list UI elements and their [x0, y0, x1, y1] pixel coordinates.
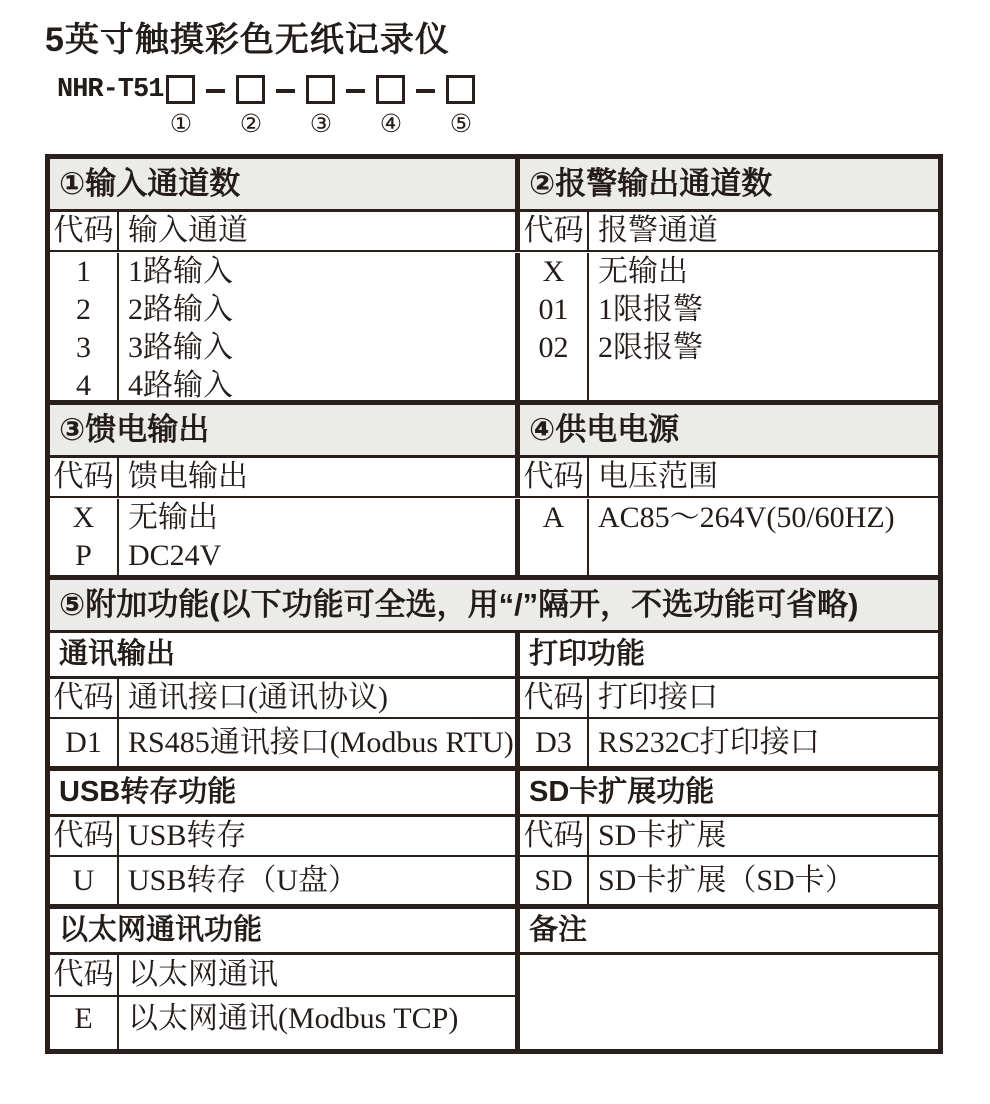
desc-value: DC24V — [128, 539, 222, 572]
data-row-usb-sd — [50, 857, 938, 909]
model-prefix: NHR-T51 — [57, 75, 164, 105]
remark-subheader-cell — [520, 909, 938, 952]
desc-value: 2路输入 — [128, 293, 233, 326]
comm-code-header — [50, 679, 520, 717]
desc-value: 1路输入 — [128, 255, 233, 288]
ethernet-code-header — [50, 955, 515, 997]
code-value: SD — [520, 856, 589, 906]
alarm-options-cell — [520, 253, 938, 400]
code-value: 3 — [76, 331, 91, 364]
code-value: D3 — [520, 718, 589, 768]
section-input-header-cell — [50, 159, 520, 209]
section-alarm-title: ②报警输出通道数 — [529, 166, 773, 201]
model-slot-4 — [376, 75, 405, 138]
code-value: 4 — [76, 369, 91, 402]
power-code-header — [520, 458, 938, 496]
subheader-row-eth-remark — [50, 909, 938, 955]
section-header-row-2 — [50, 405, 938, 458]
desc-value: AC85～264V(50/60HZ) — [598, 501, 895, 534]
model-box-5 — [446, 75, 475, 104]
power-descriptions — [589, 499, 938, 575]
position-number-3: ③ — [309, 111, 333, 138]
usb-title: USB转存功能 — [59, 776, 237, 808]
code-value: E — [50, 997, 119, 1049]
code-value: D1 — [50, 718, 119, 768]
power-options-cell — [520, 499, 938, 575]
desc-label: SD卡扩展 — [598, 819, 727, 852]
ethernet-subheader-cell — [50, 909, 520, 952]
section-input-title: ①输入通道数 — [59, 166, 241, 201]
ethernet-option-row — [50, 997, 515, 1049]
subheader-row-comm-print — [50, 633, 938, 679]
section-power-title: ④供电电源 — [529, 412, 680, 447]
model-slot-1 — [166, 75, 195, 138]
power-codes — [520, 499, 589, 575]
code-label: 代码 — [520, 679, 589, 717]
usb-code-header — [50, 817, 520, 855]
input-options-cell — [50, 253, 520, 400]
code-label: 代码 — [50, 679, 119, 717]
code-label: 代码 — [520, 817, 589, 855]
position-number-5: ⑤ — [449, 111, 473, 138]
desc-label: 通讯接口(通讯协议) — [128, 681, 388, 714]
desc-label: 馈电输出 — [128, 460, 248, 493]
data-block-eth-remark — [50, 955, 938, 1049]
model-box-2 — [236, 75, 265, 104]
position-number-1: ① — [169, 111, 193, 138]
desc-label: USB转存 — [128, 819, 247, 852]
alarm-codes — [520, 253, 589, 400]
data-row-1 — [50, 252, 938, 405]
model-code-diagram — [57, 75, 945, 141]
code-value: X — [542, 255, 565, 288]
model-slot-3 — [306, 75, 335, 138]
model-box-4 — [376, 75, 405, 104]
feed-options-cell — [50, 499, 520, 575]
dash-separator — [276, 89, 295, 93]
code-value: 02 — [538, 331, 569, 364]
feed-code-header — [50, 458, 520, 496]
ethernet-title: 以太网通讯功能 — [59, 914, 263, 946]
code-header-row-comm-print — [50, 679, 938, 719]
code-label: 代码 — [520, 212, 589, 250]
remark-empty-cell — [520, 955, 938, 1049]
input-code-header — [50, 212, 520, 250]
desc-label: 输入通道 — [128, 214, 248, 247]
section-power-header-cell — [520, 405, 938, 455]
code-label: 代码 — [50, 955, 119, 995]
alarm-code-header — [520, 212, 938, 250]
sd-code-header — [520, 817, 938, 855]
model-slot-5 — [446, 75, 475, 138]
subheader-row-usb-sd — [50, 771, 938, 817]
code-header-row-1 — [50, 212, 938, 252]
input-codes — [50, 253, 119, 400]
print-subheader-cell — [520, 633, 938, 676]
code-value: U — [50, 856, 119, 906]
sd-title: SD卡扩展功能 — [529, 776, 715, 808]
code-value: X — [72, 501, 95, 534]
section-feed-header-cell — [50, 405, 520, 455]
desc-value: USB转存（U盘） — [128, 863, 359, 897]
ordering-table — [45, 154, 943, 1054]
desc-value: 2限报警 — [598, 331, 703, 364]
desc-label: 报警通道 — [598, 214, 718, 247]
code-value: A — [542, 501, 565, 534]
data-row-comm-print — [50, 719, 938, 771]
desc-value: 无输出 — [598, 255, 688, 288]
model-slot-2 — [236, 75, 265, 138]
desc-value: 1限报警 — [598, 293, 703, 326]
sd-subheader-cell — [520, 771, 938, 814]
feed-codes — [50, 499, 119, 575]
comm-option-cell — [50, 718, 520, 768]
section-feed-title: ③馈电输出 — [59, 412, 210, 447]
desc-label: 电压范围 — [598, 460, 718, 493]
sd-option-cell — [520, 856, 938, 906]
code-value: 2 — [76, 293, 91, 326]
code-label: 代码 — [520, 458, 589, 496]
print-option-cell — [520, 718, 938, 768]
code-value: 01 — [538, 293, 569, 326]
section-header-row-3 — [50, 580, 938, 633]
usb-option-cell — [50, 856, 520, 906]
desc-value: RS232C打印接口 — [598, 725, 820, 759]
desc-label: 打印接口 — [598, 681, 718, 714]
desc-value: 以太网通讯(Modbus TCP) — [128, 1002, 459, 1035]
print-code-header — [520, 679, 938, 717]
desc-value: 3路输入 — [128, 331, 233, 364]
code-value: P — [75, 539, 92, 572]
code-value: 1 — [76, 255, 91, 288]
code-label: 代码 — [50, 212, 119, 250]
alarm-descriptions — [589, 253, 938, 400]
dash-separator — [416, 89, 435, 93]
position-number-4: ④ — [379, 111, 403, 138]
remark-title: 备注 — [529, 914, 588, 946]
section-alarm-header-cell — [520, 159, 938, 209]
model-box-3 — [306, 75, 335, 104]
code-header-row-2 — [50, 458, 938, 498]
code-header-row-usb-sd — [50, 817, 938, 857]
model-box-1 — [166, 75, 195, 104]
dash-separator — [206, 89, 225, 93]
ethernet-block — [50, 955, 520, 1049]
input-descriptions — [119, 253, 515, 400]
section-header-row-1 — [50, 159, 938, 212]
code-label: 代码 — [50, 817, 119, 855]
data-row-2 — [50, 498, 938, 580]
code-label: 代码 — [50, 458, 119, 496]
desc-value: RS485通讯接口(Modbus RTU) — [128, 725, 514, 759]
feed-descriptions — [119, 499, 515, 575]
desc-value: 4路输入 — [128, 369, 233, 402]
comm-title: 通讯输出 — [59, 638, 176, 670]
dash-separator — [346, 89, 365, 93]
desc-label: 以太网通讯 — [128, 958, 278, 991]
page-title: 5英寸触摸彩色无纸记录仪 — [45, 21, 450, 59]
position-number-2: ② — [239, 111, 263, 138]
print-title: 打印功能 — [529, 638, 646, 670]
section-extra-title: ⑤附加功能(以下功能可全选，用“/”隔开，不选功能可省略) — [59, 587, 859, 622]
desc-value: 无输出 — [128, 501, 218, 534]
comm-subheader-cell — [50, 633, 520, 676]
usb-subheader-cell — [50, 771, 520, 814]
desc-value: SD卡扩展（SD卡） — [598, 863, 855, 897]
